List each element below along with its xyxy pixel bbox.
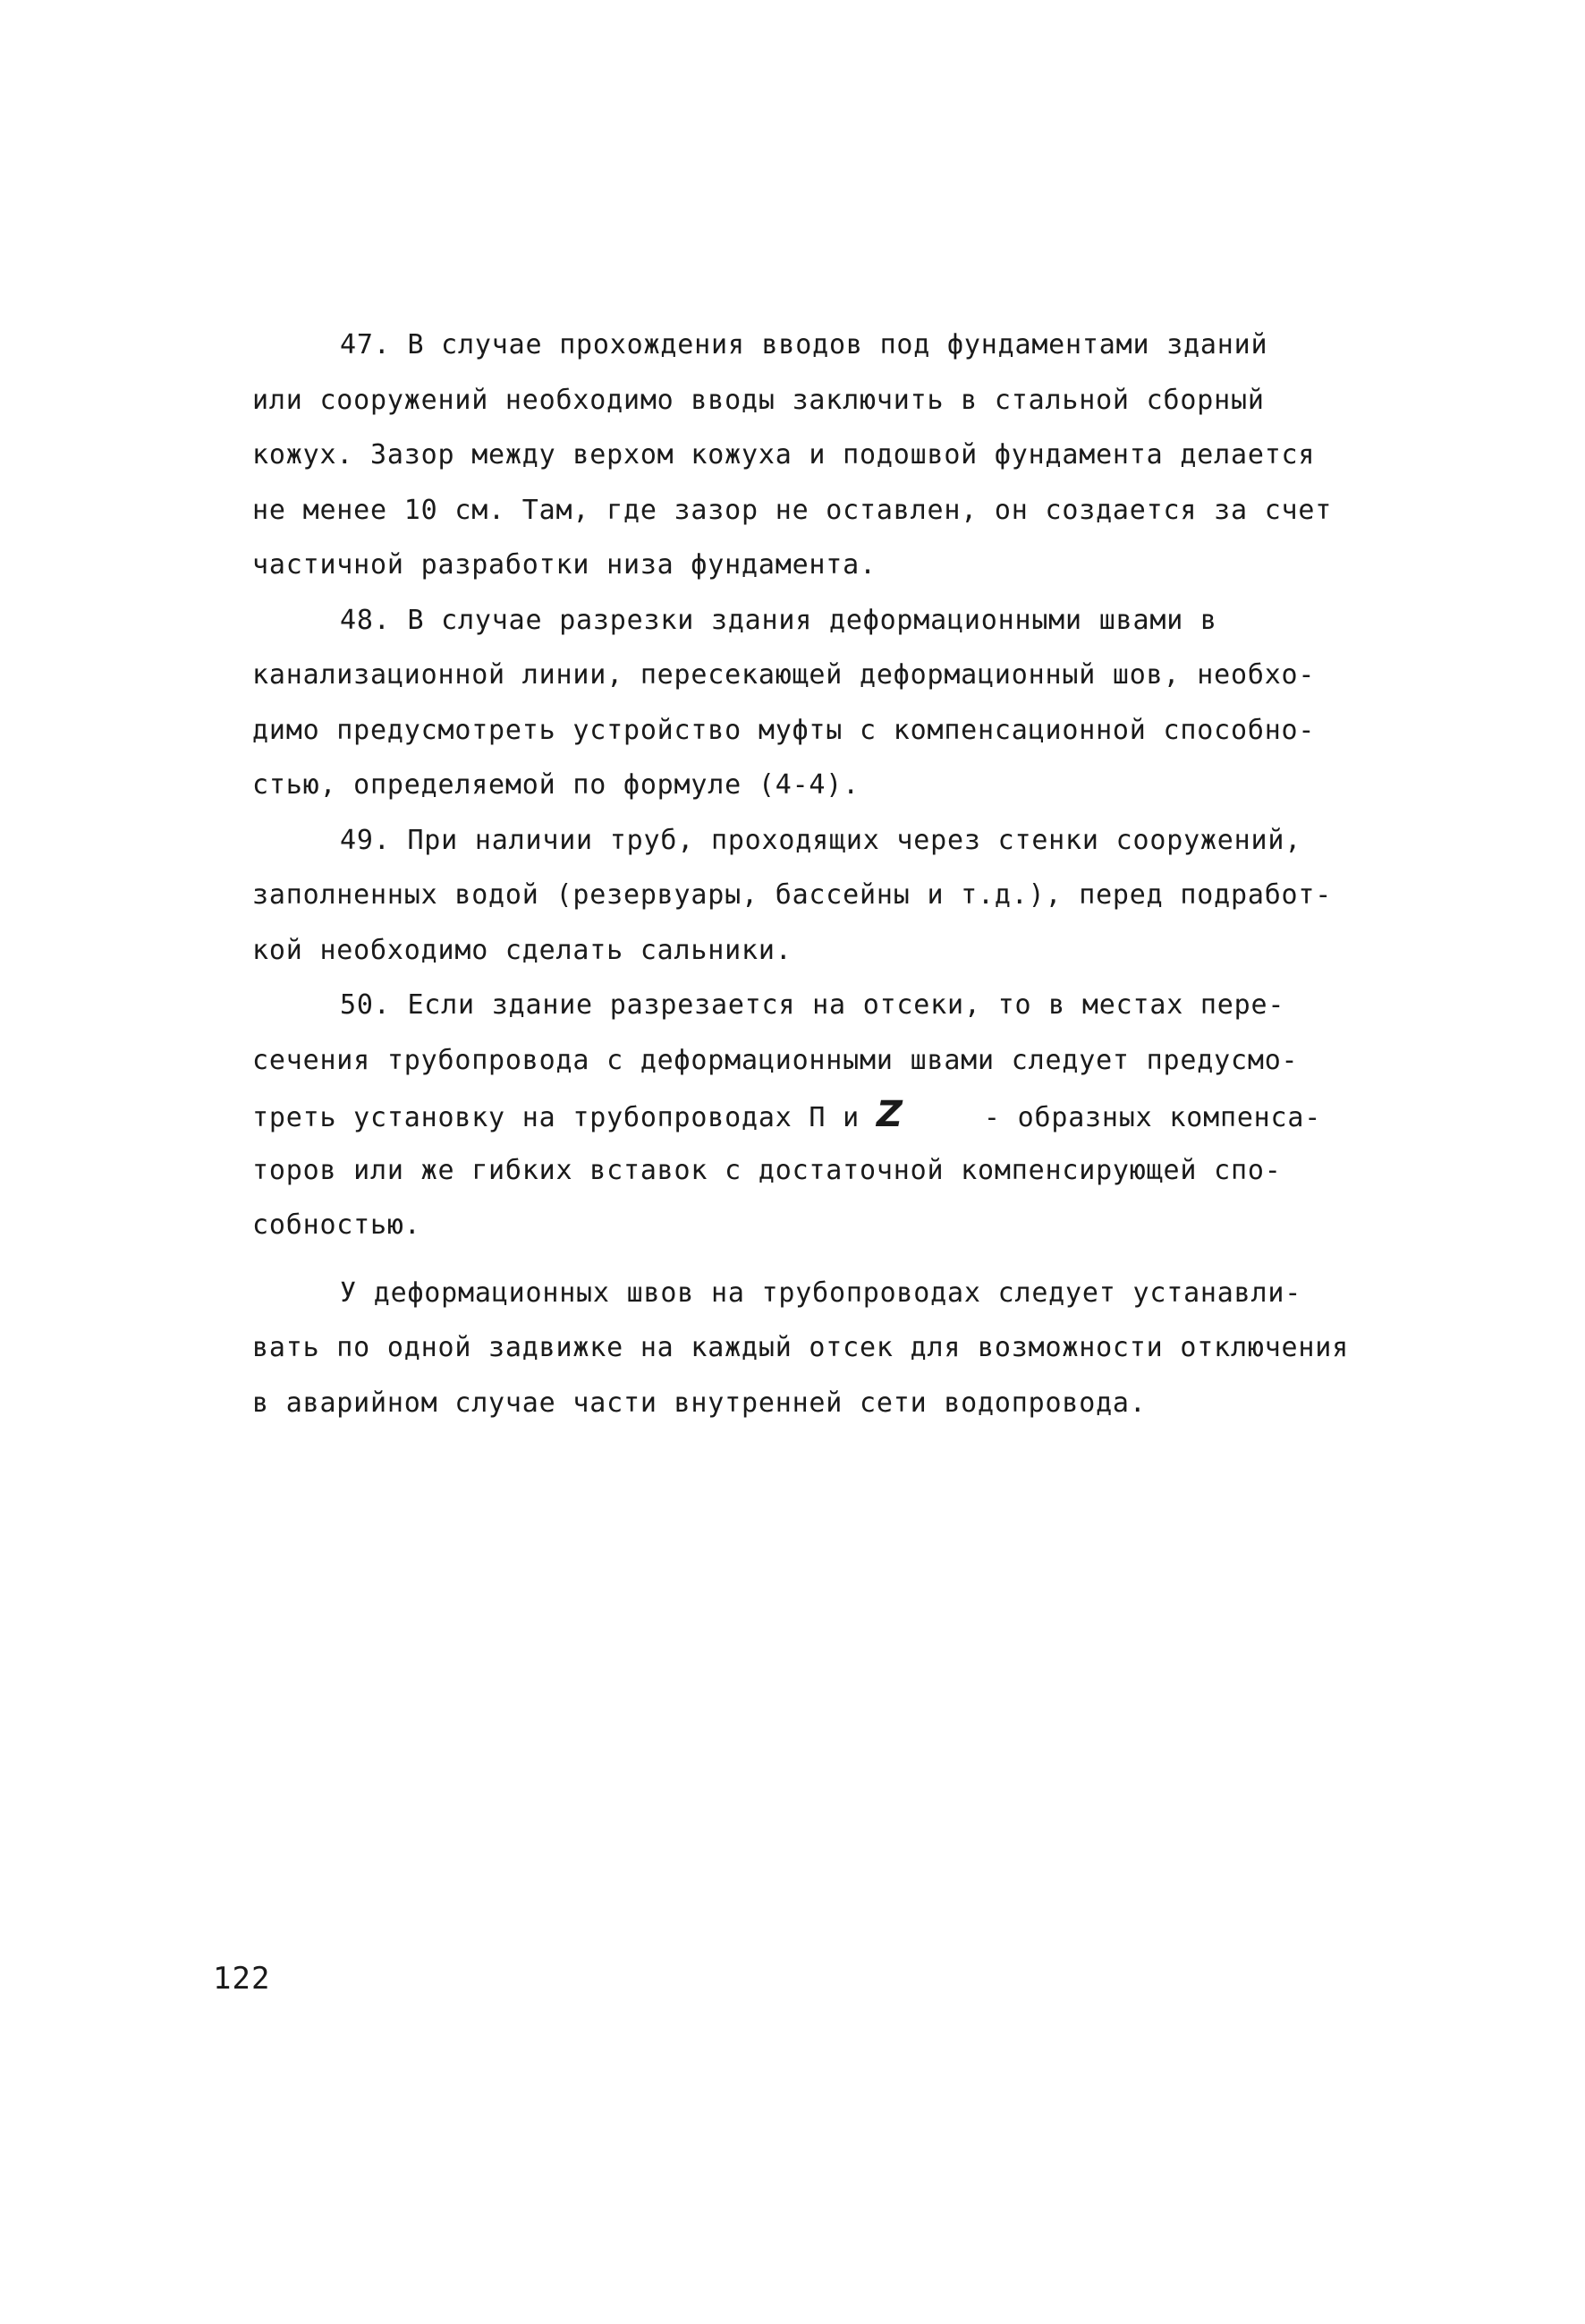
text-line: торов или же гибких вставок с достаточной компенсирующей спо- — [252, 1154, 1282, 1186]
text-line: У деформационных швов на трубопроводах следует устанавли- — [340, 1277, 1302, 1309]
text-line: вать по одной задвижке на каждый отсек для возможности отключения — [252, 1332, 1349, 1363]
paragraph-48 — [252, 593, 1361, 813]
text-fragment: треть установку на трубопроводах П и — [252, 1102, 860, 1133]
text-fragment: - образных компенса- — [983, 1102, 1322, 1133]
text-line-with-symbol — [252, 1088, 1361, 1143]
text-line: кожух. Зазор между верхом кожуха и подошвой фундамента делается — [252, 439, 1316, 471]
text-line: кой необходимо сделать сальники. — [252, 934, 792, 966]
text-line: частичной разработки низа фундамента. — [252, 549, 877, 581]
text-line: в аварийном случае части внутренней сети водопровода. — [252, 1387, 1147, 1419]
paragraph-50 — [252, 978, 1361, 1253]
text-line: не менее 10 см. Там, где зазор не оставлен, он создается за счет — [252, 494, 1333, 526]
text-line: стью, определяемой по формуле (4-4). — [252, 769, 860, 801]
text-line: заполненных водой (резервуары, бассейны и т.д.), перед подработ- — [252, 879, 1333, 911]
text-line: канализационной линии, пересекающей деформационный шов, необхо- — [252, 659, 1316, 691]
paragraph-valves — [252, 1266, 1361, 1431]
z-symbol: Z — [876, 1094, 903, 1135]
paragraph-47 — [252, 318, 1361, 593]
text-line: 50. Если здание разрезается на отсеки, то в местах пере- — [340, 989, 1285, 1021]
text-line: или сооружений необходимо вводы заключить в стальной сборный — [252, 384, 1265, 416]
page-number: 122 — [213, 1961, 271, 1997]
paragraph-49 — [252, 813, 1361, 979]
text-line: димо предусмотреть устройство муфты с компенсационной способно- — [252, 714, 1316, 746]
text-line: сечения трубопровода с деформационными швами следует предусмо- — [252, 1044, 1299, 1076]
text-line: 49. При наличии труб, проходящих через стенки сооружений, — [340, 824, 1302, 856]
text-line: собностью. — [252, 1209, 421, 1241]
body-text — [252, 318, 1361, 1430]
text-line: 48. В случае разрезки здания деформационными швами в — [340, 604, 1217, 636]
text-line: 47. В случае прохождения вводов под фундаментами зданий — [340, 329, 1268, 360]
